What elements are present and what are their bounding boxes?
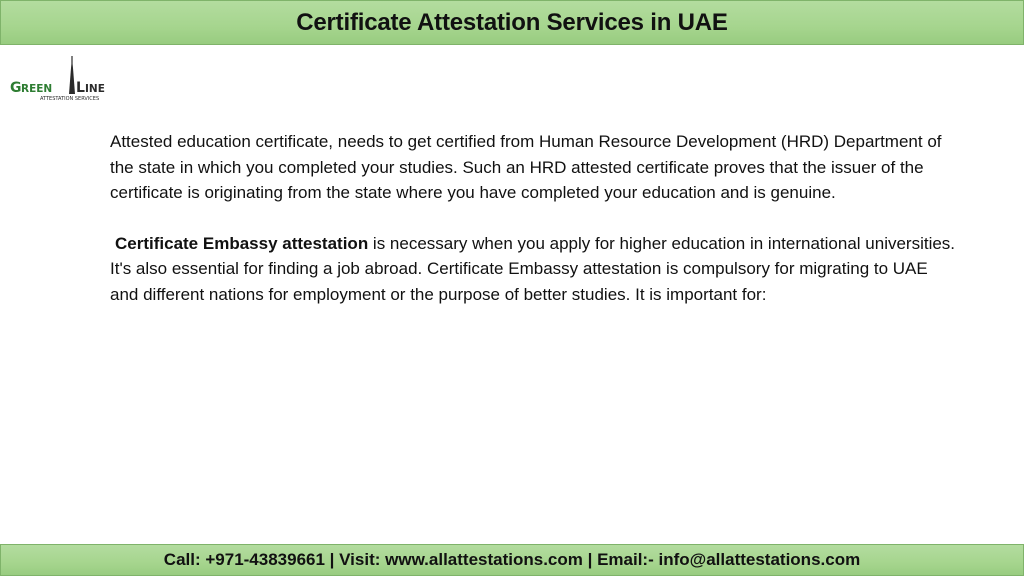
company-logo (10, 54, 110, 104)
contact-info: Call: +971-43839661 | Visit: www.allattestations.com | Email:- info@allattestations.com (163, 550, 861, 569)
paragraph-hrd-attestation: Attested education certificate, needs to get certified from Human Resource Development (HRD) Department of the state in which you completed your studies. Such an HRD attested certificate proves that the issuer of the certificate is originating from the state where you have completed your education and is genuine. (110, 132, 942, 202)
embassy-attestation-text: is necessary when you apply for higher education in international universities. It's also essential for finding a job abroad. Certificate Embassy attestation is compulsory for migrating to UAE and different nations for employment or the purpose of better studies. It is important for: (110, 233, 956, 304)
svg-text:ATTESTATION SERVICES: ATTESTATION SERVICES (40, 96, 100, 102)
svg-text:REEN: REEN (21, 83, 53, 95)
page-title: Certificate Attestation Services in UAE (296, 8, 728, 36)
paragraph-embassy-attestation (110, 231, 960, 308)
main-content (110, 129, 960, 307)
embassy-attestation-term: Certificate Embassy attestation (115, 233, 369, 253)
svg-text:INE: INE (85, 83, 105, 95)
header-bar (0, 0, 1024, 45)
svg-text:L: L (76, 80, 85, 96)
svg-text:G: G (10, 80, 22, 96)
footer-bar (0, 544, 1024, 576)
